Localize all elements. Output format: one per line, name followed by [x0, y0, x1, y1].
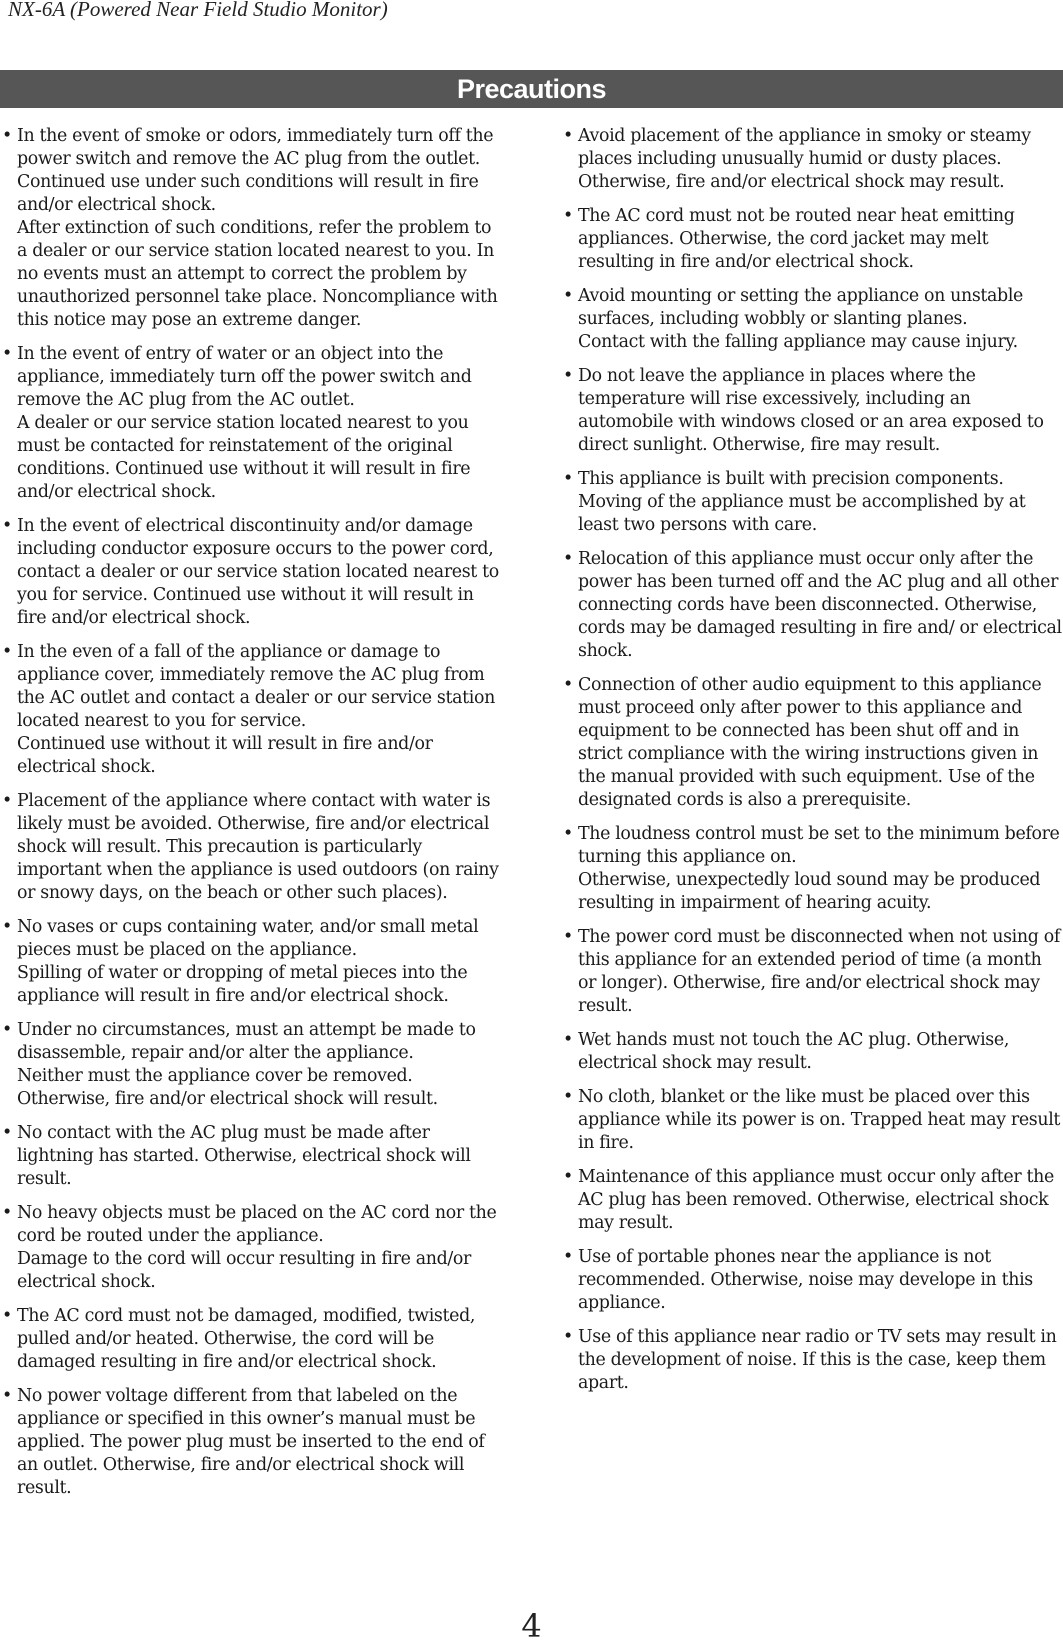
- precaution-item: • Connection of other audio equipment to this appliance must proceed only after power to this appliance and equipment to be connected has been shut off and in strict compliance with the wiring instructions given in the manual provided with such equipment. Use of the designated cords is also a prerequisite.: [561, 674, 1063, 812]
- document-header-title: NX-6A (Powered Near Field Studio Monitor): [8, 0, 388, 21]
- page-number: 4: [521, 1607, 542, 1645]
- precaution-item: • In the event of electrical discontinuity and/or damage including conductor exposure occurs to the power cord, contact a dealer or our service station located nearest to you for service. Continued use without it will result in fire and/or electrical shock.: [0, 515, 504, 630]
- precaution-item: • The AC cord must not be damaged, modified, twisted, pulled and/or heated. Otherwise, the cord will be damaged resulting in fire and/or electrical shock.: [0, 1305, 504, 1374]
- precaution-item: • Avoid mounting or setting the appliance on unstable surfaces, including wobbly or slanting planes. Contact with the falling appliance may cause injury.: [561, 285, 1063, 354]
- precautions-left-column: [0, 125, 504, 1511]
- precaution-item: • Placement of the appliance where contact with water is likely must be avoided. Otherwise, fire and/or electrical shock will result. This precaution is particularly important when the appliance is used outdoors (on rainy or snowy days, on the beach or other such places).: [0, 790, 504, 905]
- precaution-item: • In the even of a fall of the appliance or damage to appliance cover, immediately remove the AC plug from the AC outlet and contact a dealer or our service station located nearest to you for service. Continued use without it will result in fire and/or electrical shock.: [0, 641, 504, 779]
- precaution-item: • Relocation of this appliance must occur only after the power has been turned off and the AC plug and all other connecting cords have been disconnected. Otherwise, cords may be damaged resulting in fire and/ or electrical shock.: [561, 548, 1063, 663]
- precaution-item: • No power voltage different from that labeled on the appliance or specified in this owner’s manual must be applied. The power plug must be inserted to the end of an outlet. Otherwise, fire and/or electrical shock will result.: [0, 1385, 504, 1500]
- precaution-item: • Use of portable phones near the appliance is not recommended. Otherwise, noise may develope in this appliance.: [561, 1246, 1063, 1315]
- precaution-item: • Wet hands must not touch the AC plug. Otherwise, electrical shock may result.: [561, 1029, 1063, 1075]
- precaution-item: • Do not leave the appliance in places where the temperature will rise excessively, including an automobile with windows closed or an area exposed to direct sunlight. Otherwise, fire may result.: [561, 365, 1063, 457]
- precaution-item: • This appliance is built with precision components. Moving of the appliance must be accomplished by at least two persons with care.: [561, 468, 1063, 537]
- precautions-right-column: [561, 125, 1063, 1406]
- precaution-item: • Under no circumstances, must an attempt be made to disassemble, repair and/or alter the appliance. Neither must the appliance cover be removed. Otherwise, fire and/or electrical shock will result.: [0, 1019, 504, 1111]
- precaution-item: • In the event of entry of water or an object into the appliance, immediately turn off the power switch and remove the AC plug from the AC outlet. A dealer or our service station located nearest to you must be contacted for reinstatement of the original conditions. Continued use without it will result in fire and/or electrical shock.: [0, 343, 504, 504]
- precaution-item: • Avoid placement of the appliance in smoky or steamy places including unusually humid or dusty places. Otherwise, fire and/or electrical shock may result.: [561, 125, 1063, 194]
- precaution-item: • No heavy objects must be placed on the AC cord nor the cord be routed under the appliance. Damage to the cord will occur resulting in fire and/or electrical shock.: [0, 1202, 504, 1294]
- precaution-item: • Use of this appliance near radio or TV sets may result in the development of noise. If this is the case, keep them apart.: [561, 1326, 1063, 1395]
- precaution-item: • No vases or cups containing water, and/or small metal pieces must be placed on the appliance. Spilling of water or dropping of metal pieces into the appliance will result in fire and/or electrical shock.: [0, 916, 504, 1008]
- precaution-item: • The power cord must be disconnected when not using of this appliance for an extended period of time (a month or longer). Otherwise, fire and/or electrical shock may result.: [561, 926, 1063, 1018]
- precautions-section-title: Precautions: [0, 70, 1063, 108]
- precaution-item: • No contact with the AC plug must be made after lightning has started. Otherwise, electrical shock will result.: [0, 1122, 504, 1191]
- precaution-item: • Maintenance of this appliance must occur only after the AC plug has been removed. Otherwise, electrical shock may result.: [561, 1166, 1063, 1235]
- precaution-item: • In the event of smoke or odors, immediately turn off the power switch and remove the AC plug from the outlet. Continued use under such conditions will result in fire and/or electrical shock. After extinction of such conditions, refer the problem to a dealer or our service station located nearest to you. In no events must an attempt to correct the problem by unauthorized personnel take place. Noncompliance with this notice may pose an extreme danger.: [0, 125, 504, 332]
- precaution-item: • No cloth, blanket or the like must be placed over this appliance while its power is on. Trapped heat may result in fire.: [561, 1086, 1063, 1155]
- precaution-item: • The loudness control must be set to the minimum before turning this appliance on. Otherwise, unexpectedly loud sound may be produced resulting in impairment of hearing acuity.: [561, 823, 1063, 915]
- precaution-item: • The AC cord must not be routed near heat emitting appliances. Otherwise, the cord jacket may melt resulting in fire and/or electrical shock.: [561, 205, 1063, 274]
